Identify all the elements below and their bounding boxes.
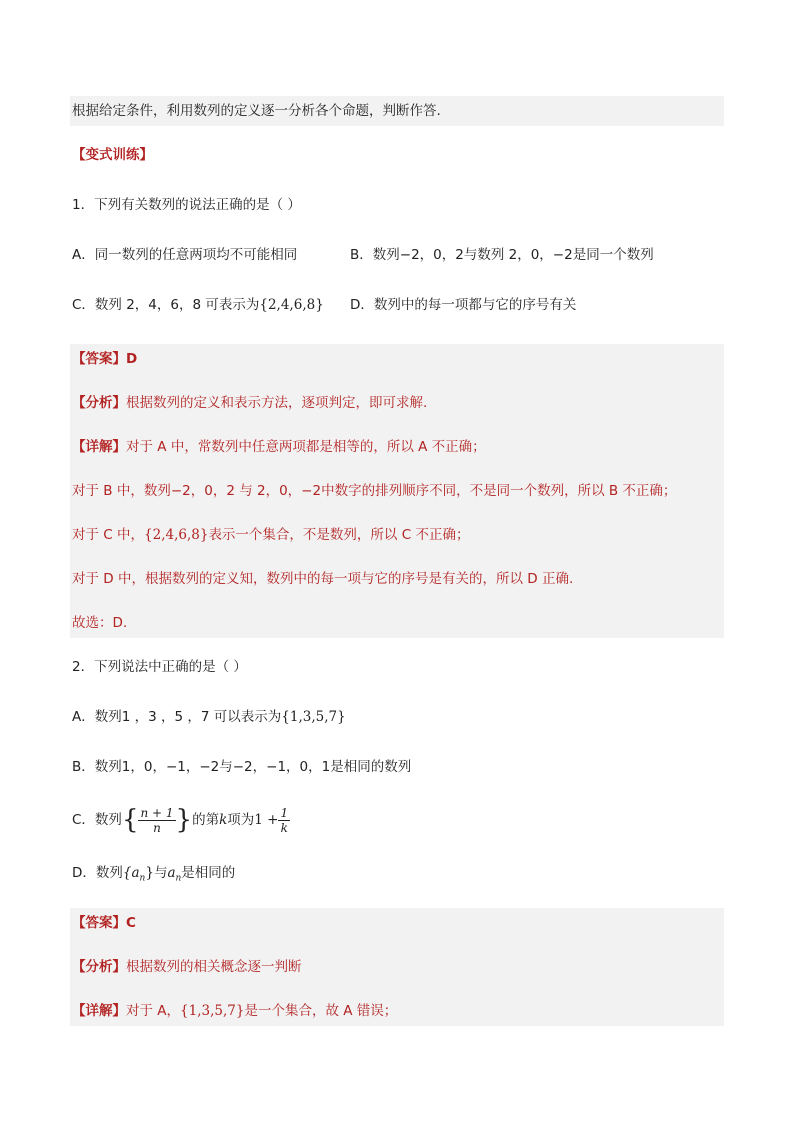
q2-option-c-result-numerator: 1 [280, 805, 289, 820]
q2-detail-1-pre: 对于 A， [126, 1003, 181, 1019]
q2-option-c-pre: C．数列 [72, 812, 122, 828]
right-brace-glyph: } [175, 805, 193, 835]
q2-option-c-result-fraction [278, 806, 290, 835]
q2-option-b: B．数列1，0，−1，−2与−2，−1，0，1是相同的数列 [72, 759, 412, 775]
q1-options-row-2 [70, 290, 724, 320]
q1-detail-4: 对于 D 中，根据数列的定义知，数列中的每一项与它的序号是有关的，所以 D 正确. [72, 571, 574, 587]
q2-analysis [70, 952, 724, 982]
q2-option-c-mid: 的第 [192, 812, 220, 828]
q2-detail-1 [70, 996, 724, 1026]
q1-option-d: D．数列中的每一项都与它的序号有关 [350, 297, 577, 313]
q1-answer [70, 344, 724, 374]
q2-answer-value: C [126, 915, 136, 931]
q1-detail-3 [70, 520, 724, 550]
q1-analysis-text: 根据数列的定义和表示方法，逐项判定，即可求解. [126, 395, 428, 411]
q1-detail-2: 对于 B 中，数列−2，0，2 与 2，0，−2中数字的排列顺序不同，不是同一个数列，所以 B 不正确； [72, 483, 677, 499]
q2-analysis-text: 根据数列的相关概念逐一判断 [126, 959, 302, 975]
q2-analysis-label: 【分析】 [72, 959, 126, 975]
q2-option-c-k: k [219, 812, 228, 828]
q1-detail-label: 【详解】 [72, 439, 126, 455]
q2-option-d [70, 858, 724, 888]
q1-detail-1 [70, 432, 724, 462]
q2-option-d-term: a [167, 865, 176, 881]
q1-answer-value: D [126, 351, 138, 367]
q2-option-c-fraction [138, 806, 175, 835]
q1-detail-3-set: {2,4,6,8} [144, 527, 209, 543]
intro-line: 根据给定条件，利用数列的定义逐一分析各个命题，判断作答. [70, 96, 724, 126]
q2-option-c-numerator: n + 1 [140, 805, 174, 820]
q2-answer [70, 908, 724, 938]
q2-answer-label: 【答案】 [72, 915, 126, 931]
q1-detail-1-text: 对于 A 中，常数列中任意两项都是相等的，所以 A 不正确； [126, 439, 486, 455]
q1-option-c-set: {2,4,6,8} [259, 297, 324, 313]
q2-option-d-mid: 与 [153, 865, 168, 881]
q1-option-b: B．数列−2，0，2与数列 2，0，−2是同一个数列 [350, 247, 654, 263]
q2-option-d-pre: D．数列 [72, 865, 123, 881]
q1-solution-block [70, 344, 724, 638]
q2-option-c-result-denominator: k [280, 820, 288, 835]
q1-stem: 1．下列有关数列的说法正确的是（ ） [72, 197, 301, 213]
q2-option-a-set: {1,3,5,7} [281, 709, 346, 725]
q2-option-d-seq: {a [122, 865, 140, 881]
q1-detail-3-post: 表示一个集合，不是数列，所以 C 不正确； [208, 527, 470, 543]
q2-option-c [70, 796, 724, 844]
q2-stem: 2．下列说法中正确的是（ ） [72, 659, 247, 675]
q2-option-d-close: } [145, 865, 154, 881]
document-page [70, 96, 724, 1026]
q1-answer-label: 【答案】 [72, 351, 126, 367]
q2-option-c-denominator: n [153, 820, 161, 835]
section-title: 【变式训练】 [72, 147, 153, 163]
q1-options-row-1 [70, 240, 724, 270]
q1-option-a: A．同一数列的任意两项均不可能相同 [72, 247, 298, 263]
q2-detail-1-set: {1,3,5,7} [180, 1003, 245, 1019]
q2-option-d-post: 是相同的 [181, 865, 236, 881]
q2-option-a [70, 702, 724, 732]
q1-detail-3-pre: 对于 C 中， [72, 527, 145, 543]
q1-conclusion: 故选：D. [72, 615, 128, 631]
q2-detail-1-post: 是一个集合，故 A 错误； [244, 1003, 398, 1019]
q1-option-c [72, 290, 350, 320]
q2-option-d-seq-sub: n [139, 873, 146, 884]
q2-option-c-post: 项为 [227, 812, 255, 828]
q1-option-c-text: C．数列 2，4，6，8 可表示为 [72, 297, 260, 313]
q2-solution-block [70, 908, 724, 1026]
q2-option-c-one-plus: 1 + [254, 812, 279, 828]
q2-detail-label: 【详解】 [72, 1003, 126, 1019]
left-brace-glyph: { [121, 805, 139, 835]
q1-analysis-label: 【分析】 [72, 395, 126, 411]
q2-option-a-text: A．数列1 ，3 ，5 ，7 可以表示为 [72, 709, 282, 725]
q2-option-d-term-sub: n [175, 873, 182, 884]
q1-analysis [70, 388, 724, 418]
